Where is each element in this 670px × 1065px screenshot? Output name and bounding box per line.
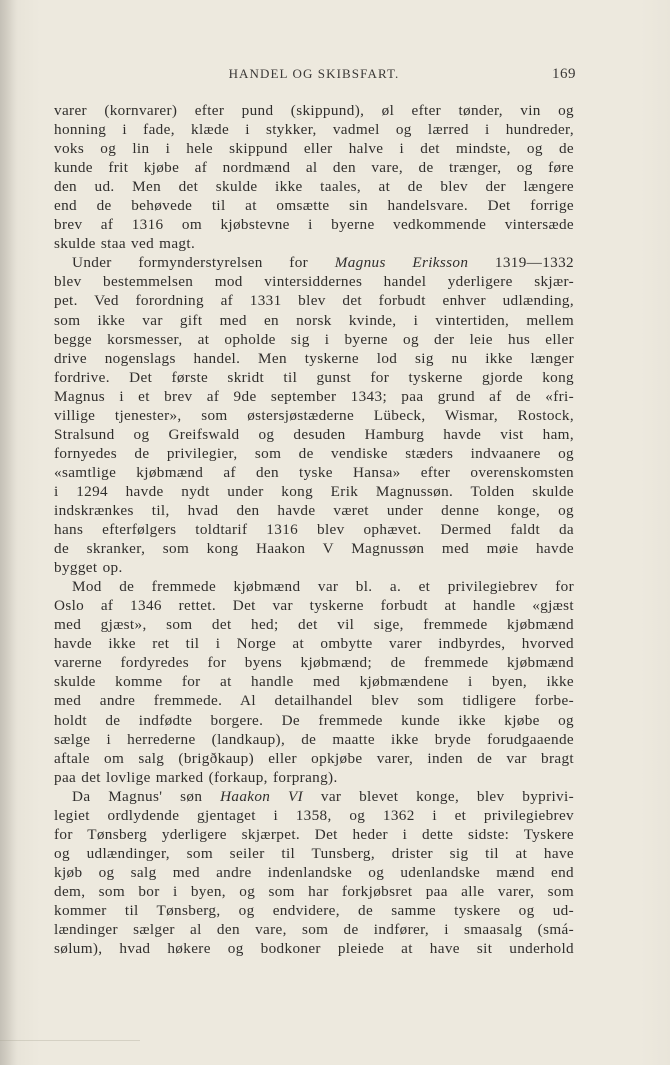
text-line: sælge i herrederne (landkaup), de maatte ikke bryde forudgaaende: [54, 730, 574, 748]
text-line: den ud. Men det skulde ikke taales, at de blev der længere: [54, 178, 574, 196]
text-line: honning i fade, klæde i stykker, vadmel og lærred i hundreder,: [54, 121, 574, 139]
text-span: Da Magnus' søn: [72, 787, 203, 805]
text-line: bygget op.: [54, 559, 123, 577]
text-line: som ikke var gift med en norsk kvinde, i vintertiden, mellem: [54, 311, 574, 329]
text-line: «samtlige kjøbmænd af den tyske Hansa» efter overenskomsten: [54, 463, 574, 481]
text-line: blev bestemmelsen mod vintersiddernes handel yderligere skjær-: [54, 273, 574, 291]
text-line: voks og lin i hele skippund eller halve i det mindste, og de: [54, 140, 574, 158]
text-line: indskrænkes til, hvad den havde været under denne konge, og: [54, 501, 574, 519]
text-line: pet. Ved forordning af 1331 blev det forbudt enhver udlænding,: [54, 292, 574, 310]
page-edge-mark: [0, 1040, 140, 1041]
text-line: fornyedes de privilegier, som de vendiske stæders indvaanere og: [54, 444, 574, 462]
text-line: Stralsund og Greifswald og desuden Hamburg havde vist ham,: [54, 425, 574, 443]
text-line: sølum), hvad høkere og bodkoner pleiede at have sit underhold: [54, 940, 574, 958]
person-name: Magnus Eriksson: [334, 254, 469, 272]
text-line: end de behøvede til at omsætte sin handelsvare. Det forrige: [54, 197, 574, 215]
text-line: varerne fordyredes for byens kjøbmænd; de fremmede kjøbmænd: [54, 654, 574, 672]
text-line: med gjæst», som det hed; det vil sige, fremmede kjøbmænd: [54, 616, 574, 634]
text-line: begge korsmesser, at opholde sig i byerne og der leie hus eller: [54, 330, 574, 348]
text-line: Mod de fremmede kjøbmænd var bl. a. et privilegiebrev for: [72, 578, 574, 596]
text-line: aftale om salg (brigðkaup) eller opkjøbe varer, inden de var bragt: [54, 749, 574, 767]
text-line: med andre fremmede. Al detailhandel blev som tidligere forbe-: [54, 692, 574, 710]
text-line: lændinger sælger al den vare, som de indfører, i smaasalg (smá-: [54, 921, 574, 939]
text-span: var blevet konge, blev byprivi-: [303, 787, 574, 805]
page-header: [54, 66, 574, 86]
text-span: Under formynderstyrelsen for: [72, 254, 309, 272]
text-line: villige tjenester», som østersjøstæderne Lübeck, Wismar, Rostock,: [54, 406, 574, 424]
body-text: [54, 101, 574, 958]
text-line: dem, som bor i byen, og som har forkjøbsret paa alle varer, som: [54, 882, 574, 900]
text-line: hans efterfølgers toldtarif 1316 blev ophævet. Dermed faldt da: [54, 521, 574, 539]
running-head: HANDEL OG SKIBSFART.: [228, 66, 400, 81]
text-line: og udlændinger, som seiler til Tunsberg, drister sig til at have: [54, 844, 574, 862]
text-line: Oslo af 1346 rettet. Det var tyskerne forbudt at handle «gjæst: [54, 597, 574, 615]
text-line: kjøb og salg med andre indenlandske og udenlandske mænd end: [54, 863, 574, 881]
text-line: kommer til Tønsberg, og endvidere, de samme tyskere og ud-: [54, 901, 574, 919]
text-line: skulde komme for at handle med kjøbmændene i byen, ikke: [54, 673, 574, 691]
text-line: i 1294 havde nydt under kong Erik Magnussøn. Tolden skulde: [54, 482, 574, 500]
text-line: drive nogenslags handel. Men tyskerne lod sig nu ikke længer: [54, 349, 574, 367]
text-line: [54, 253, 574, 272]
text-line: Magnus i et brev af 9de september 1343; paa grund af de «fri-: [54, 387, 574, 405]
text-line: de skranker, som kong Haakon V Magnussøn med møie havde: [54, 540, 574, 558]
text-line: holdt de indfødte borgere. De fremmede kunde ikke kjøbe og: [54, 711, 574, 729]
text-line: fordrive. Det første skridt til gunst for tyskerne gjorde kong: [54, 368, 574, 386]
page-number: 169: [552, 66, 576, 82]
text-line: legiet ordlydende gjentaget i 1358, og 1362 i et privilegiebrev: [54, 806, 574, 824]
text-line: brev af 1316 om kjøbstevne i byerne vedkommende vintersæde: [54, 216, 574, 234]
text-line: paa det lovlige marked (forkaup, forprang).: [54, 768, 338, 786]
text-span: 1319—1332: [468, 254, 574, 272]
text-line: for Tønsberg yderligere skjærpet. Det heder i dette sidste: Tyskere: [54, 825, 574, 843]
text-line: havde ikke ret til i Norge at ombytte varer indbyrdes, hvorved: [54, 635, 574, 653]
person-name: Haakon VI: [220, 787, 304, 805]
text-line: skulde staa ved magt.: [54, 235, 196, 253]
text-line: varer (kornvarer) efter pund (skippund), øl efter tønder, vin og: [54, 102, 574, 119]
spine-shadow: [0, 0, 18, 1065]
text-line: [54, 787, 574, 806]
text-line: kunde frit kjøbe af nordmænd al den vare, de trænger, og føre: [54, 159, 574, 177]
